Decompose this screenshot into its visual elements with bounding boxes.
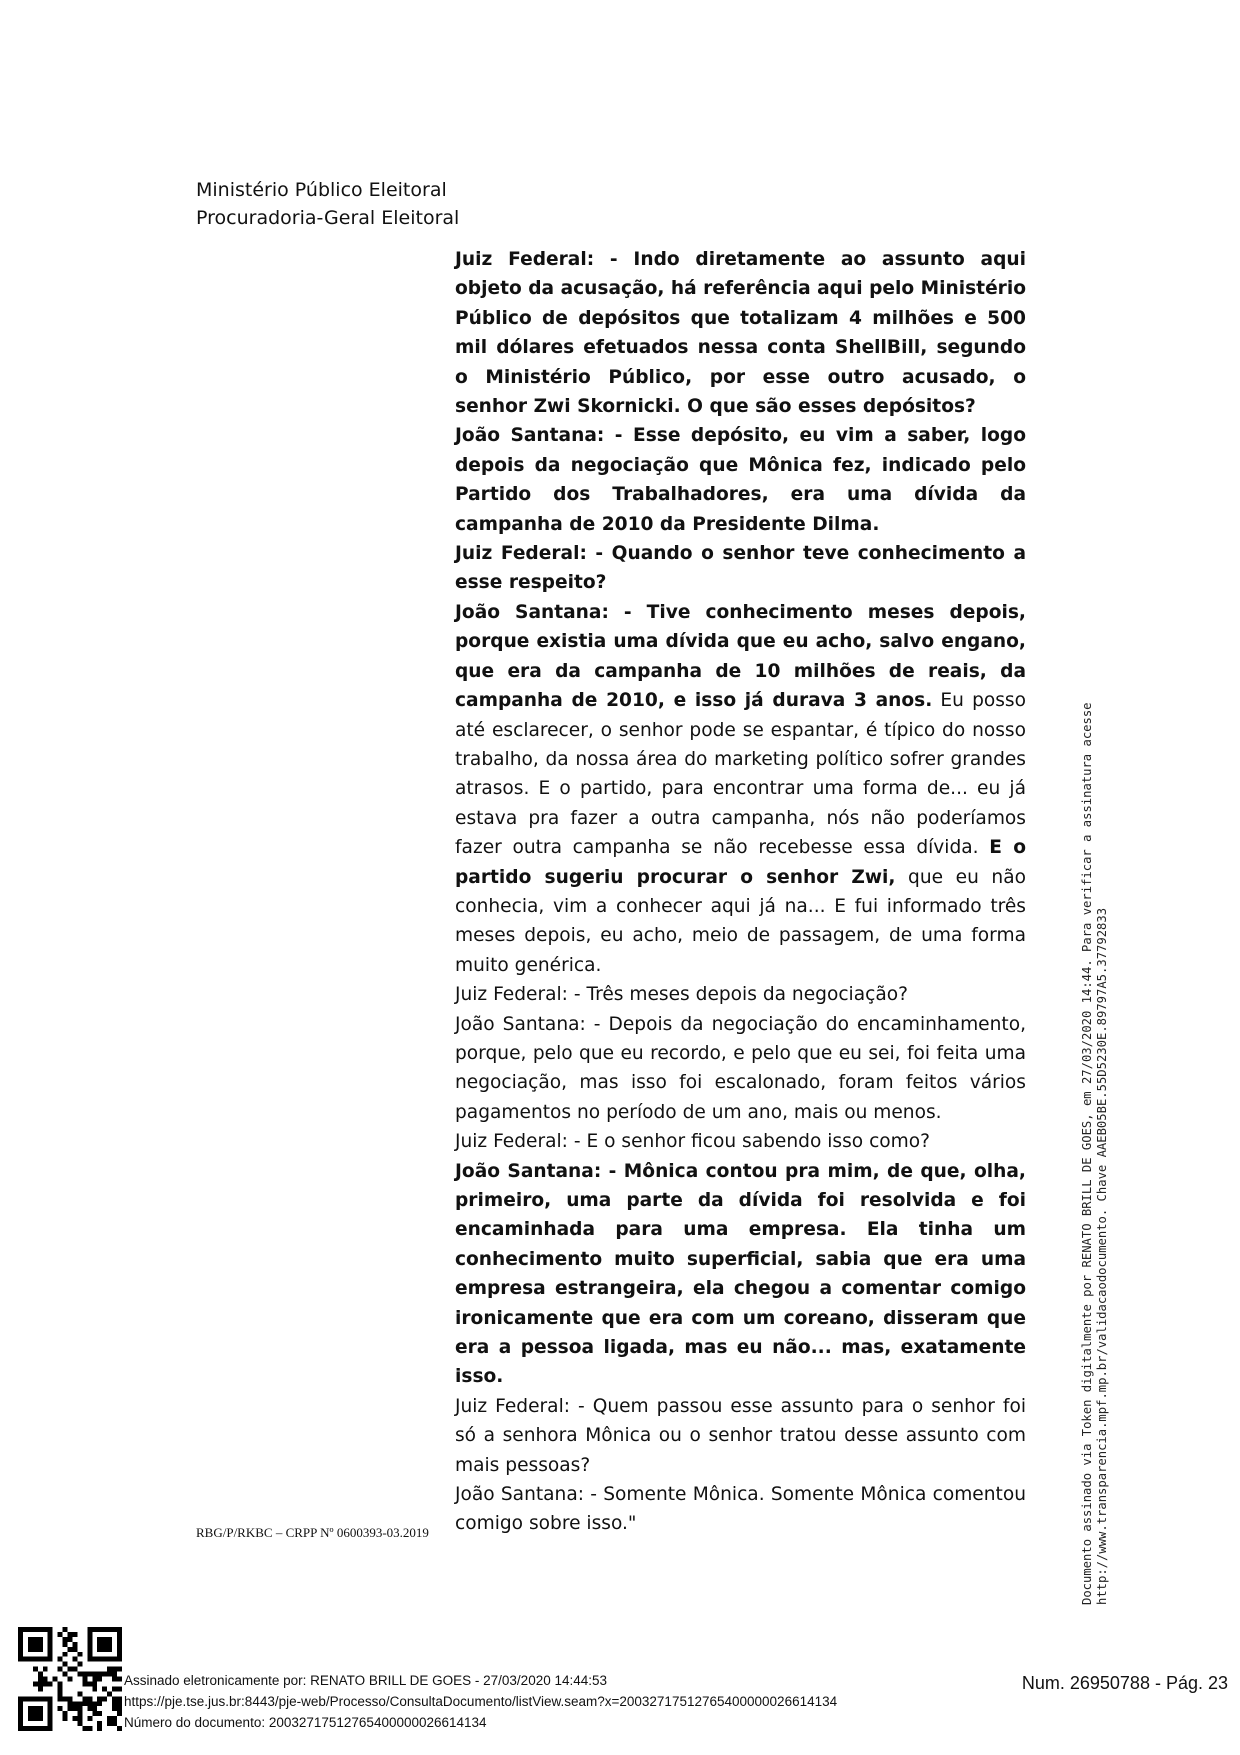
transcript-paragraph — [455, 1010, 1026, 1128]
transcript-segment: João Santana: - Tive conhecimento meses depois, porque existia uma dívida que eu acho, salvo engano, que era da campanha de 10 milhões de reais, da campanha de 2010, e isso já durava 3 anos. — [455, 601, 1026, 712]
transcript-segment: João Santana: - Esse depósito, eu vim a saber, logo depois da negociação que Mônica fez, indicado pelo Partido dos Trabalhadores, era uma dívida da campanha de 2010 da Presidente Dilma. — [455, 425, 1026, 535]
transcript-segment: Eu posso até esclarecer, o senhor pode se espantar, é típico do nosso trabalho, da nossa área do marketing político sofrer grandes atrasos. E o partido, para encontrar uma forma de... eu já estava pra fazer a outra campanha, nós não poderíamos fazer outra campanha se não recebesse essa dívida. — [455, 690, 1026, 859]
transcript-paragraph — [455, 1480, 1026, 1539]
transcript-paragraph — [455, 1392, 1026, 1480]
document-reference: RBG/P/RKBC – CRPP Nº 0600393-03.2019 — [196, 1525, 429, 1540]
transcript-paragraph — [455, 245, 1026, 421]
stamp-line-2: http://www.transparencia.mpf.mp.br/validacaodocumento. Chave AAEB05BE.55D5230E.89797A5.37792833 — [1095, 907, 1109, 1605]
transcript-segment: E o partido sugeriu procurar o senhor Zwi, — [455, 837, 1026, 888]
transcript-paragraph — [455, 598, 1026, 980]
transcript-segment: Juiz Federal: - Quando o senhor teve conhecimento a esse respeito? — [455, 543, 1026, 594]
header-department: Procuradoria-Geral Eleitoral — [196, 207, 460, 229]
signature-url[interactable]: https://pje.tse.jus.br:8443/pje-web/Processo/ConsultaDocumento/listView.seam?x=20032717512765400000026614134 — [124, 1694, 838, 1709]
transcript-body — [455, 245, 1026, 1539]
page-number: Num. 26950788 - Pág. 23 — [1021, 1673, 1228, 1693]
signature-document-number: Número do documento: 20032717512765400000026614134 — [124, 1715, 487, 1730]
transcript-paragraph — [455, 421, 1026, 539]
transcript-paragraph — [455, 980, 1026, 1009]
transcript-segment: Juiz Federal: - Indo diretamente ao assunto aqui objeto da acusação, há referência aqui pelo Ministério Público de depósitos que totalizam 4 milhões e 500 mil dólares efetuados nessa conta ShellBill, segundo o Ministério Público, por esse outro acusado, o senhor Zwi Skornicki. O que são esses depósitos? — [455, 249, 1026, 418]
transcript-paragraph — [455, 1157, 1026, 1392]
qr-code-icon — [18, 1627, 122, 1731]
page-header — [196, 176, 459, 232]
transcript-paragraph — [455, 539, 1026, 598]
transcript-segment: João Santana: - Somente Mônica. Somente Mônica comentou comigo sobre isso." — [455, 1484, 1026, 1535]
header-institution: Ministério Público Eleitoral — [196, 179, 447, 201]
electronic-signature — [124, 1670, 837, 1733]
transcript-paragraph — [455, 1127, 1026, 1156]
stamp-line-1: Documento assinado via Token digitalmente por RENATO BRILL DE GOES, em 27/03/2020 14:44. Para verificar a assinatura acesse — [1080, 702, 1094, 1605]
transcript-segment: Juiz Federal: - E o senhor ficou sabendo isso como? — [455, 1131, 931, 1153]
digital-signature-stamp — [1080, 505, 1110, 1605]
transcript-segment: que eu não conhecia, vim a conhecer aqui já na... E fui informado três meses depois, eu acho, meio de passagem, de uma forma muito genérica. — [455, 866, 1026, 976]
transcript-segment: João Santana: - Depois da negociação do encaminhamento, porque, pelo que eu recordo, e pelo que eu sei, foi feita uma negociação, mas isso foi escalonado, foram feitos vários pagamentos no período de um ano, mais ou menos. — [455, 1013, 1026, 1123]
transcript-segment: João Santana: - Mônica contou pra mim, de que, olha, primeiro, uma parte da dívida foi resolvida e foi encaminhada para uma empresa. Ela tinha um conhecimento muito superficial, sabia que era uma empresa estrangeira, ela chegou a comentar comigo ironicamente que era com um coreano, disseram que era a pessoa ligada, mas eu não... mas, exatamente isso. — [455, 1160, 1026, 1388]
transcript-segment: Juiz Federal: - Três meses depois da negociação? — [455, 984, 908, 1006]
signature-signed-by: Assinado eletronicamente por: RENATO BRILL DE GOES - 27/03/2020 14:44:53 — [124, 1673, 608, 1688]
transcript-segment: Juiz Federal: - Quem passou esse assunto para o senhor foi só a senhora Mônica ou o senhor tratou desse assunto com mais pessoas? — [455, 1395, 1026, 1476]
